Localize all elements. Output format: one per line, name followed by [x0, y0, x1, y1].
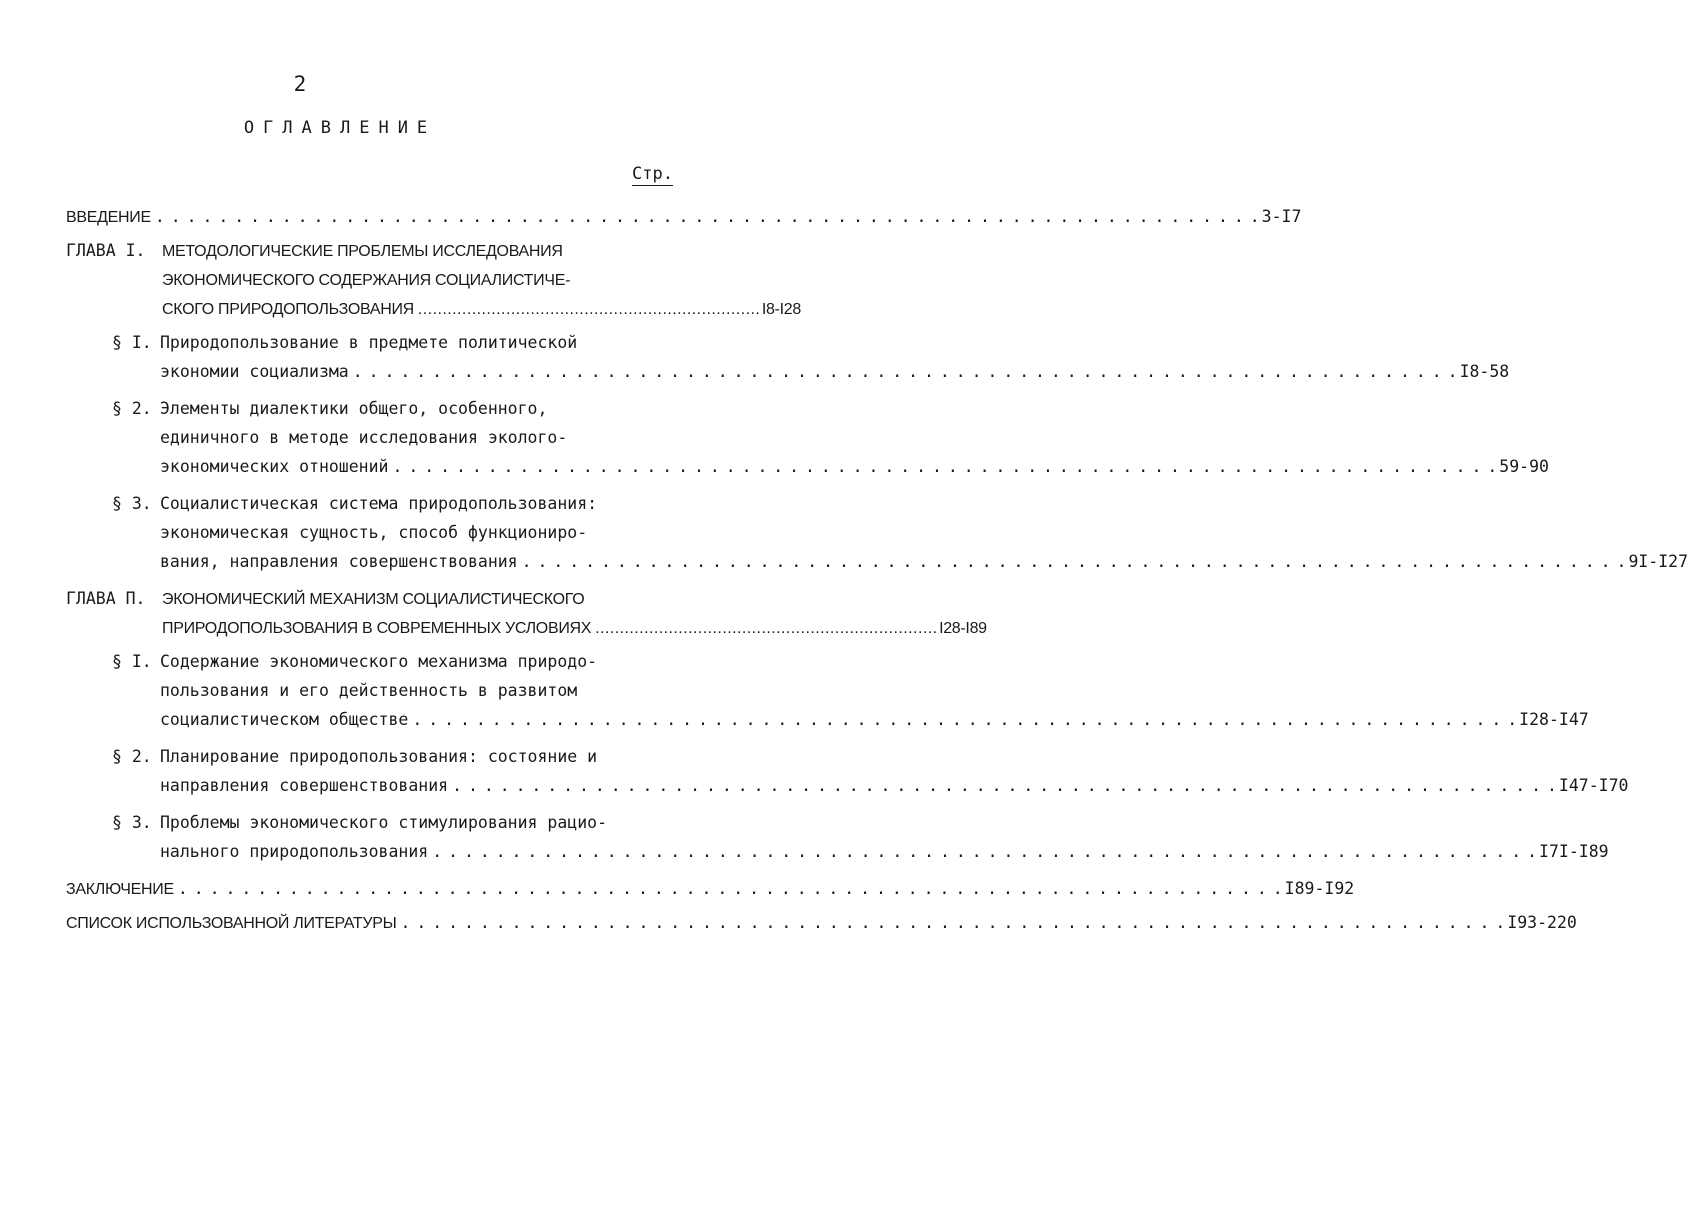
chapter-label: ГЛАВА П. [66, 589, 146, 608]
entry-title-text: нального природопользования [160, 842, 429, 861]
leader-dots [392, 452, 1495, 481]
leader-dots [595, 614, 935, 643]
entry-title-text: вания, направления совершенствования [160, 552, 518, 571]
entry-title-line [160, 705, 1589, 734]
entry-title-text: социалистическом обществе [160, 710, 409, 729]
page-number: 2 [293, 72, 307, 96]
toc-entry [66, 328, 1510, 386]
toc-row [66, 236, 801, 324]
entry-title: ВВЕДЕНИЕ [66, 209, 151, 226]
entry-title-line: экономическая сущность, способ функциониро- [160, 523, 588, 542]
entry-title: ЗАКЛЮЧЕНИЕ [66, 881, 174, 898]
toc-heading: ОГЛАВЛЕНИЕ [243, 118, 437, 138]
entry-title-line [162, 295, 801, 324]
entry-pages: 3-I7 [1261, 207, 1302, 226]
entry-title-line [162, 614, 987, 643]
toc-row [112, 808, 1609, 866]
section-label: § 3. [112, 494, 152, 513]
section-label: § 2. [112, 747, 152, 766]
entry-title [160, 647, 1589, 734]
leader-dots [178, 874, 1281, 903]
toc-entry [66, 236, 801, 324]
entry-title: СПИСОК ИСПОЛЬЗОВАННОЙ ЛИТЕРАТУРЫ [66, 915, 397, 932]
section-label: § I. [112, 333, 152, 352]
toc-row [112, 647, 1589, 734]
entry-title [160, 742, 1628, 800]
leader-dots [432, 837, 1535, 866]
toc-row [112, 328, 1510, 386]
leader-dots [353, 357, 1456, 386]
section-label: § 2. [112, 399, 152, 418]
page-column-label: Стр. [632, 164, 673, 184]
entry-pages: 9I-I27 [1628, 552, 1688, 571]
toc-entry [66, 394, 1549, 481]
toc-row [112, 394, 1549, 481]
toc-entry [66, 874, 1355, 904]
entry-pages: I47-I70 [1558, 776, 1629, 795]
leader-dots [412, 705, 1515, 734]
entry-title-line: МЕТОДОЛОГИЧЕСКИЕ ПРОБЛЕМЫ ИССЛЕДОВАНИЯ [162, 243, 563, 260]
entry-title-text: ПРИРОДОПОЛЬЗОВАНИЯ В СОВРЕМЕННЫХ УСЛОВИЯХ [162, 620, 592, 637]
toc-entry [66, 202, 1302, 232]
entry-title-line [160, 771, 1628, 800]
entry-title-line: Проблемы экономического стимулирования рацио- [160, 813, 608, 832]
section-label: § 3. [112, 813, 152, 832]
toc-row [66, 874, 1355, 904]
entry-title-line: ЭКОНОМИЧЕСКОГО СОДЕРЖАНИЯ СОЦИАЛИСТИЧЕ- [162, 272, 571, 289]
leader-dots [522, 547, 1625, 576]
entry-title-line: Природопользование в предмете политической [160, 333, 578, 352]
entry-title-line: пользования и его действенность в развитом [160, 681, 578, 700]
toc-row [66, 908, 1577, 938]
entry-title-text: экономических отношений [160, 457, 389, 476]
toc-row [112, 489, 1688, 576]
toc-entry [66, 584, 987, 643]
entry-pages: I89-I92 [1284, 879, 1355, 898]
entry-title-line: Планирование природопользования: состояние и [160, 747, 598, 766]
entry-title-text: направления совершенствования [160, 776, 449, 795]
chapter-label: ГЛАВА I. [66, 241, 146, 260]
entry-pages: I93-220 [1507, 913, 1577, 932]
entry-pages: I8-58 [1459, 362, 1510, 381]
leader-dots [452, 771, 1555, 800]
entry-pages: 59-90 [1499, 457, 1549, 476]
entry-title-text: СКОГО ПРИРОДОПОЛЬЗОВАНИЯ [162, 301, 414, 318]
toc-entry [66, 742, 1629, 800]
entry-title [160, 328, 1509, 386]
entry-title-line [160, 837, 1609, 866]
entry-title-line: единичного в методе исследования эколого- [160, 428, 568, 447]
entry-title [160, 808, 1609, 866]
entry-title-text: экономии социализма [160, 362, 349, 381]
leader-dots [401, 908, 1504, 937]
leader-dots [418, 295, 758, 324]
entry-title-line: Социалистическая система природопользования: [160, 494, 598, 513]
entry-title [162, 585, 987, 643]
toc-entry [66, 808, 1609, 866]
entry-title [160, 394, 1549, 481]
entry-title-line [160, 547, 1688, 576]
toc-entry [66, 489, 1688, 576]
toc-row [66, 202, 1302, 232]
toc-row [112, 742, 1629, 800]
entry-title [162, 237, 801, 324]
section-label: § I. [112, 652, 152, 671]
entry-pages: I28-I89 [939, 620, 987, 637]
entry-title [160, 489, 1688, 576]
toc-entry [66, 647, 1589, 734]
toc-row [66, 584, 987, 643]
entry-title-line: Содержание экономического механизма природо- [160, 652, 598, 671]
table-of-contents [66, 202, 1688, 942]
entry-title-line [160, 357, 1509, 386]
entry-title-line: Элементы диалектики общего, особенного, [160, 399, 548, 418]
entry-title-line [160, 452, 1549, 481]
entry-title-line: ЭКОНОМИЧЕСКИЙ МЕХАНИЗМ СОЦИАЛИСТИЧЕСКОГО [162, 591, 585, 608]
toc-entry [66, 908, 1577, 938]
entry-pages: I8-I28 [761, 301, 801, 318]
entry-pages: I7I-I89 [1539, 842, 1609, 861]
entry-pages: I28-I47 [1519, 710, 1589, 729]
leader-dots [155, 202, 1258, 231]
